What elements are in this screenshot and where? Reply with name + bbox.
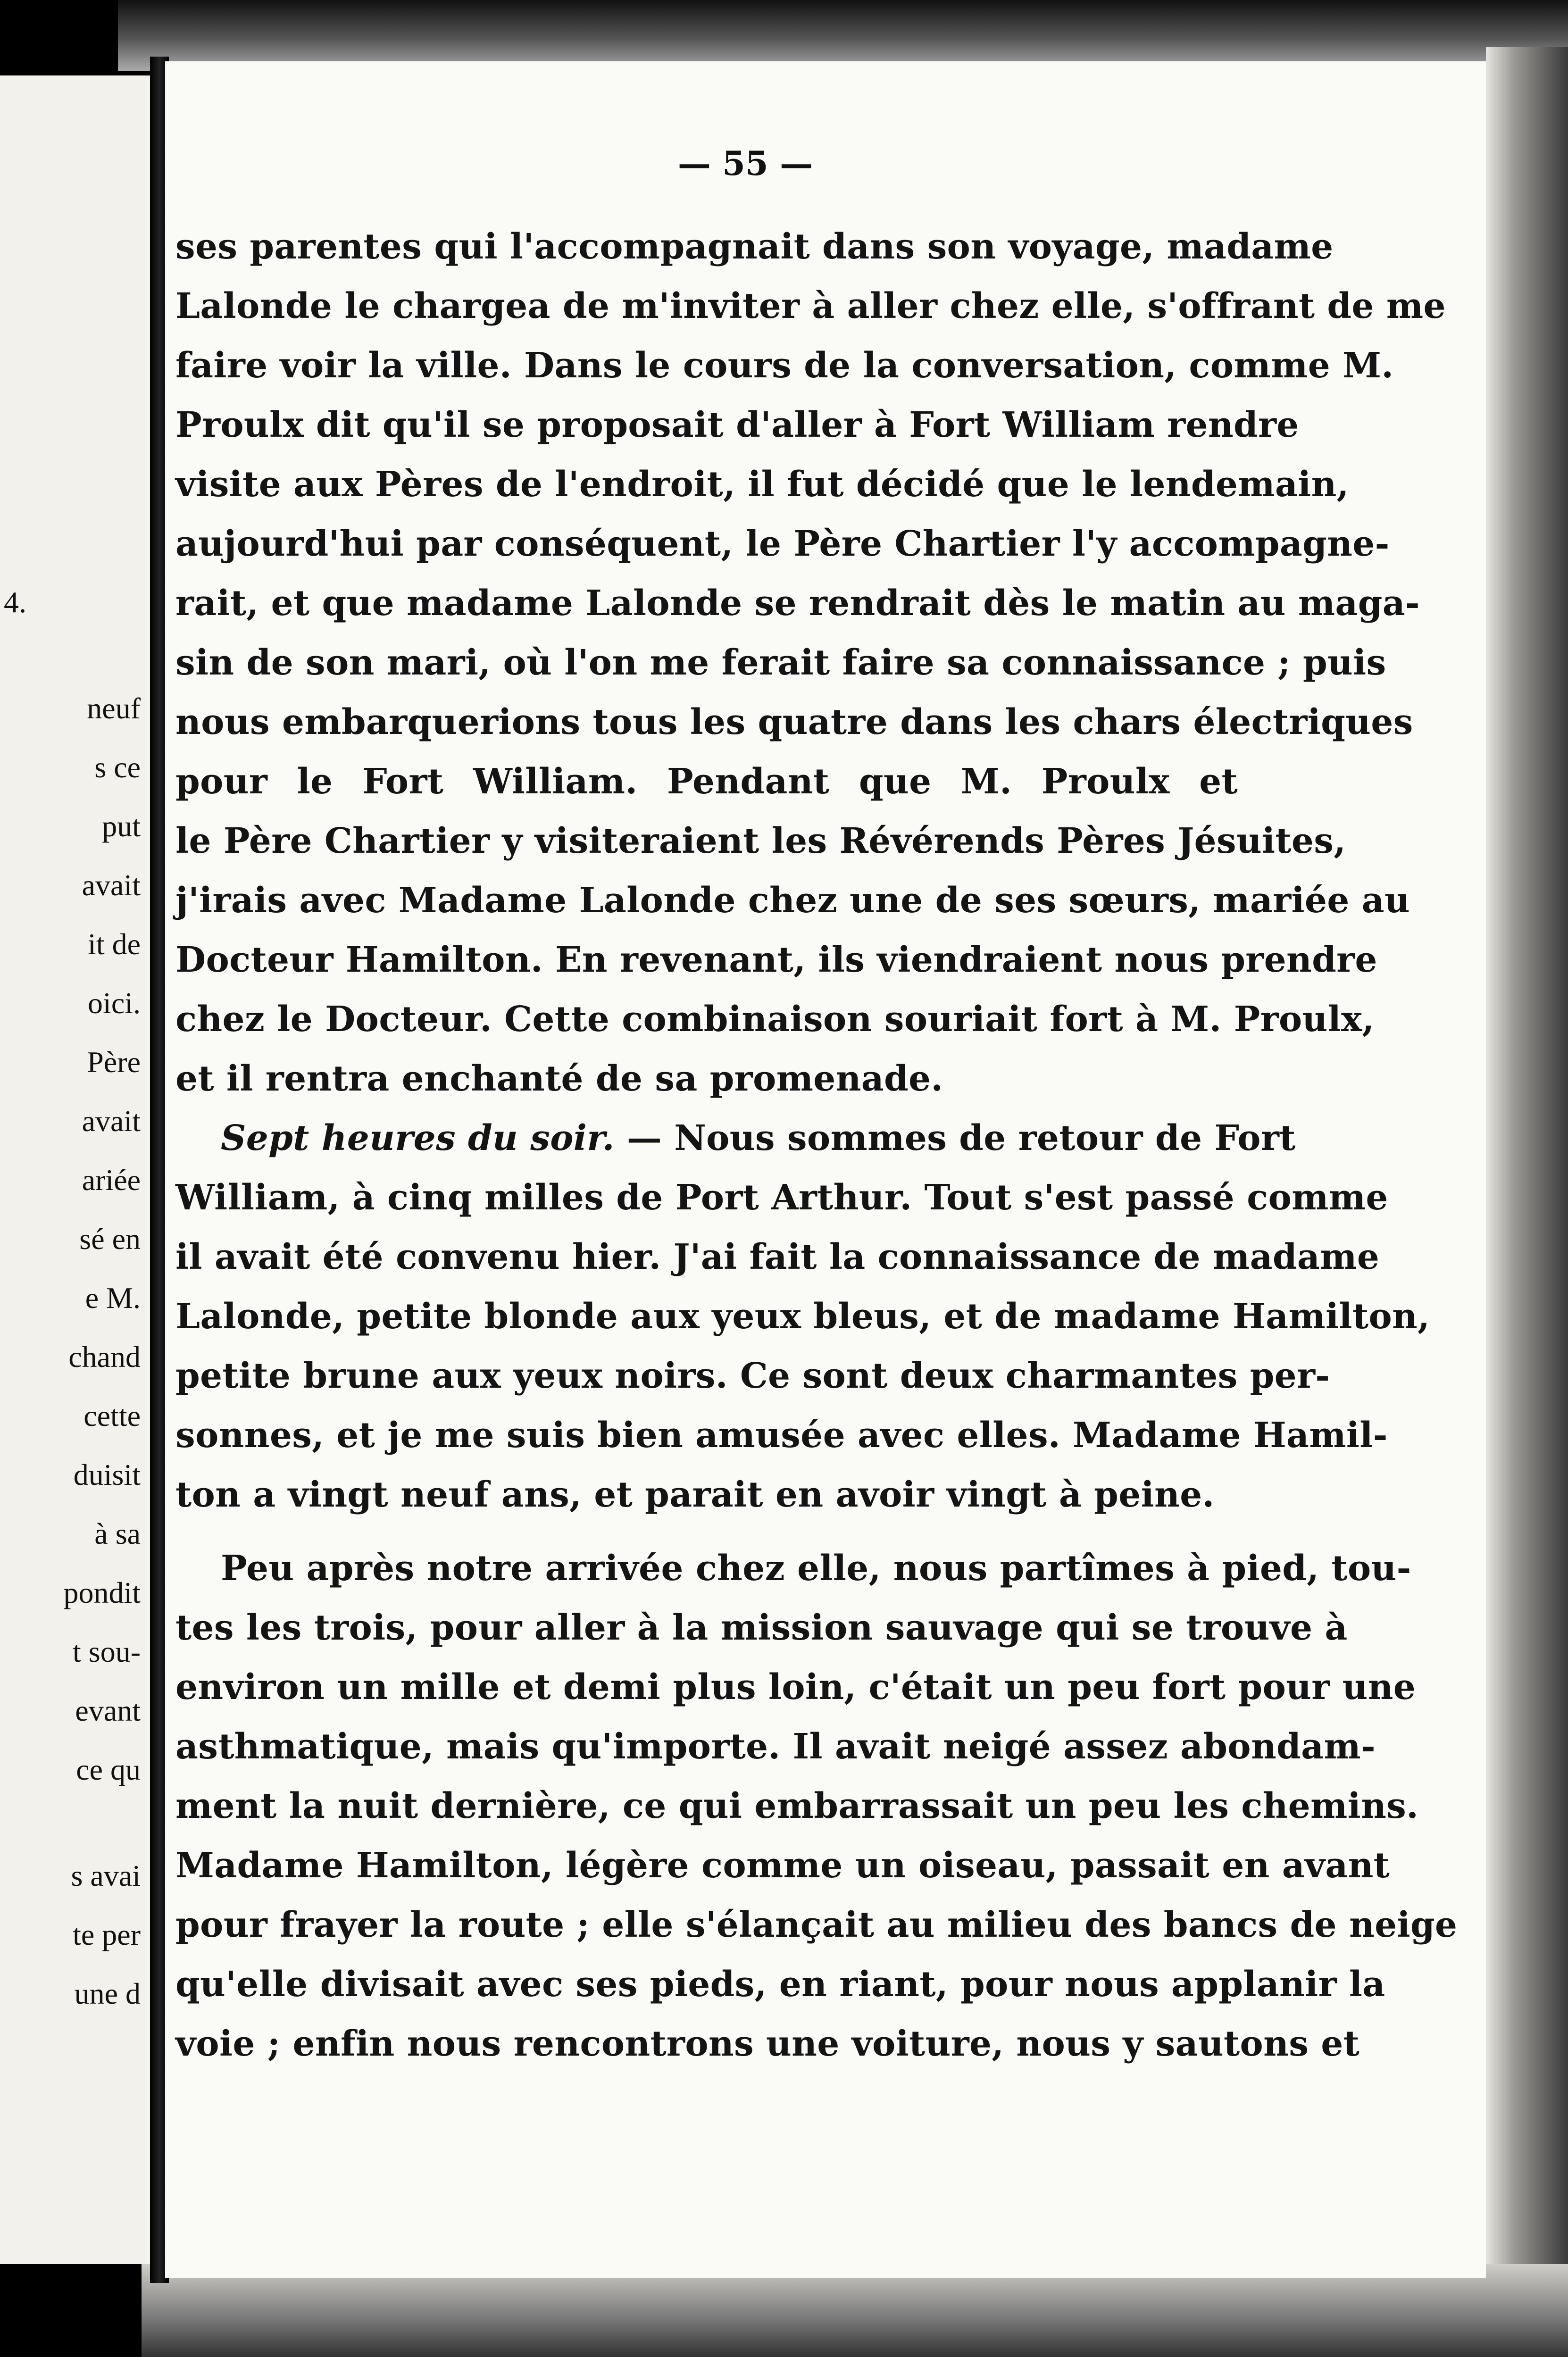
text-line: petite brune aux yeux noirs. Ce sont deux charmantes per- (175, 1356, 1330, 1396)
text-line: sonnes, et je me suis bien amusée avec elles. Madame Hamil- (175, 1415, 1388, 1456)
text-line: j'irais avec Madame Lalonde chez une de ses sœurs, mariée au (175, 880, 1410, 921)
previous-page-fragment: oici. (88, 986, 141, 1020)
text-line-rest: — Nous sommes de retour de Fort (614, 1118, 1296, 1158)
previous-page-fragment: neuf (87, 691, 141, 725)
previous-page-fragment: sé en (79, 1222, 141, 1256)
text-line: faire voir la ville. Dans le cours de la conversation, comme M. (175, 345, 1394, 386)
text-line: qu'elle divisait avec ses pieds, en riant, pour nous applanir la (175, 1964, 1385, 2005)
previous-page-fragment: ce qu (76, 1753, 141, 1786)
text-line: pour le Fort William. Pendant que M. Proulx et (175, 761, 1238, 802)
text-line: il avait été convenu hier. J'ai fait la connaissance de madame (175, 1237, 1380, 1277)
text-line: Lalonde, petite blonde aux yeux bleus, et de madame Hamilton, (175, 1296, 1430, 1337)
text-line (175, 1108, 1296, 1168)
previous-page-fragment: t sou- (73, 1635, 141, 1668)
previous-page-fragment: it de (88, 927, 141, 961)
text-line: visite aux Pères de l'endroit, il fut décidé que le lendemain, (175, 464, 1349, 505)
text-line: ses parentes qui l'accompagnait dans son voyage, madame (175, 226, 1334, 267)
page-body-text (175, 217, 1458, 2074)
page-right-edge-shadow (1486, 47, 1568, 2357)
previous-page-fragment: une d (74, 1977, 141, 2010)
text-line: le Père Chartier y visiteraient les Révérends Pères Jésuites, (175, 821, 1346, 861)
text-line: et il rentra enchanté de sa promenade. (175, 1058, 943, 1099)
previous-page-fragment: e M. (85, 1281, 141, 1315)
text-line: ton a vingt neuf ans, et parait en avoir vingt à peine. (175, 1474, 1215, 1515)
text-line: nous embarquerions tous les quatre dans les chars électriques (175, 702, 1413, 742)
previous-page-fragment: Père (87, 1045, 141, 1079)
text-line: aujourd'hui par conséquent, le Père Chartier l'y accompagne- (175, 524, 1390, 564)
page-number: — 55 — (677, 144, 813, 183)
italic-heading: Sept heures du soir. (221, 1118, 615, 1158)
text-line: tes les trois, pour aller à la mission sauvage qui se trouve à (175, 1607, 1348, 1648)
previous-page-sliver (0, 75, 151, 2264)
previous-page-fragment: put (102, 809, 141, 843)
text-line: environ un mille et demi plus loin, c'était un peu fort pour une (175, 1667, 1416, 1707)
text-line: Proulx dit qu'il se proposait d'aller à Fort William rendre (175, 405, 1299, 445)
text-line: sin de son mari, où l'on me ferait faire sa connaissance ; puis (175, 642, 1386, 683)
previous-page-fragment: avait (82, 868, 141, 902)
text-line: Peu après notre arrivée chez elle, nous partîmes à pied, tou- (221, 1548, 1411, 1589)
previous-page-fragment: cette (83, 1399, 141, 1433)
previous-page-fragment: te per (73, 1918, 141, 1951)
text-line: rait, et que madame Lalonde se rendrait dès le matin au maga- (175, 583, 1420, 624)
previous-page-fragment: 4. (4, 585, 26, 619)
text-line: ment la nuit dernière, ce qui embarrassait un peu les chemins. (175, 1786, 1419, 1826)
text-line: Lalonde le chargea de m'inviter à aller chez elle, s'offrant de me (175, 286, 1446, 326)
previous-page-fragment: evant (75, 1694, 141, 1727)
previous-page-fragment: ariée (82, 1163, 141, 1197)
text-line: Madame Hamilton, légère comme un oiseau, passait en avant (175, 1845, 1390, 1886)
previous-page-fragment: chand (68, 1340, 141, 1374)
previous-page-fragment: à sa (94, 1517, 141, 1550)
previous-page-fragment: pondit (63, 1576, 141, 1609)
previous-page-fragment: s avai (71, 1859, 141, 1892)
previous-page-fragment: duisit (73, 1458, 141, 1491)
text-line: asthmatique, mais qu'importe. Il avait neigé assez abondam- (175, 1726, 1376, 1767)
text-line: William, à cinq milles de Port Arthur. Tout s'est passé comme (175, 1177, 1388, 1218)
text-line: voie ; enfin nous rencontrons une voiture, nous y sautons et (175, 2024, 1360, 2064)
text-line: Docteur Hamilton. En revenant, ils viendraient nous prendre (175, 940, 1377, 980)
previous-page-fragment: avait (82, 1104, 141, 1138)
page-top-edge-shadow (118, 0, 1568, 71)
text-line: chez le Docteur. Cette combinaison souriait fort à M. Proulx, (175, 999, 1375, 1040)
text-line: pour frayer la route ; elle s'élançait au milieu des bancs de neige (175, 1905, 1458, 1945)
previous-page-fragment: s ce (94, 750, 141, 784)
